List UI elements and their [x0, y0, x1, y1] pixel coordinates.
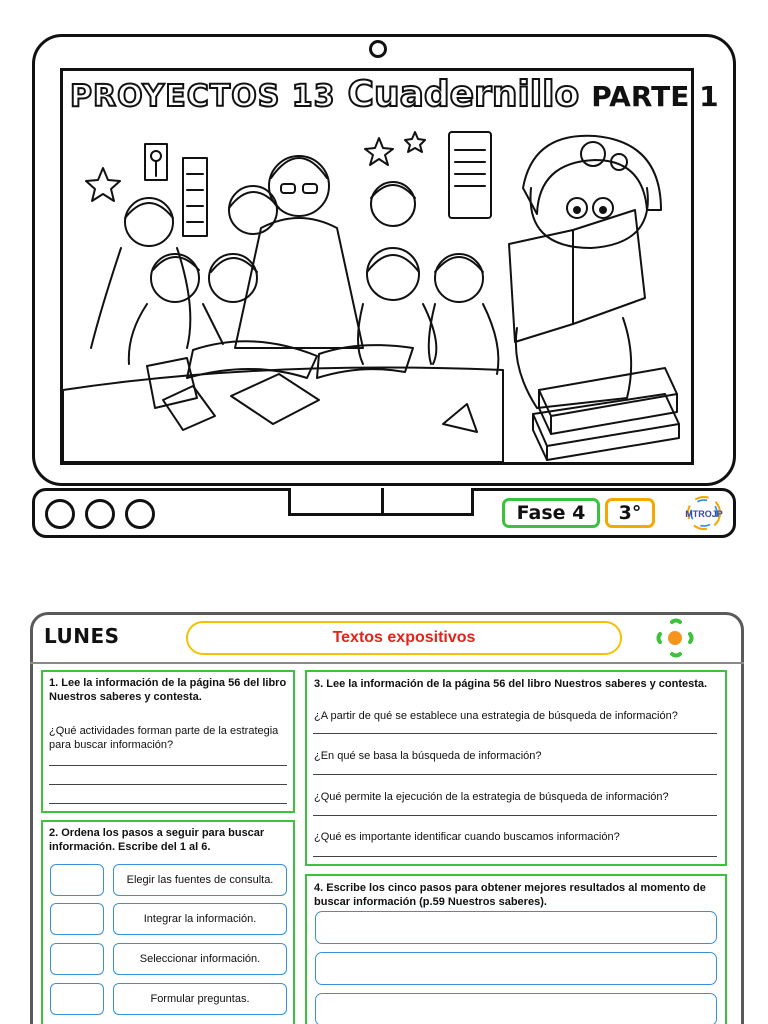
answer-line[interactable]	[313, 815, 717, 816]
answer-box[interactable]	[315, 911, 717, 944]
question-3-item: ¿En qué se basa la búsqueda de información?	[314, 750, 542, 762]
answer-line[interactable]	[313, 733, 717, 734]
step-item: Integrar la información.	[113, 903, 287, 935]
answer-line[interactable]	[313, 856, 717, 857]
question-3-box	[305, 670, 727, 866]
answer-line[interactable]	[49, 784, 287, 785]
answer-box[interactable]	[315, 993, 717, 1024]
cover-title-script: Cuadernillo	[347, 74, 580, 115]
step-number-box[interactable]	[50, 864, 104, 896]
question-3-item: ¿Qué es importante identificar cuando buscamos información?	[314, 831, 620, 843]
classroom-illustration	[63, 128, 691, 462]
tablet-home-button	[288, 488, 474, 516]
question-1-title: 1. Lee la información de la página 56 del libro Nuestros saberes y contesta.	[49, 677, 287, 703]
question-3-title: 3. Lee la información de la página 56 del libro Nuestros saberes y contesta.	[314, 678, 708, 690]
step-item: Seleccionar información.	[113, 943, 287, 975]
mtrojp-logo	[672, 494, 736, 532]
step-item: Formular preguntas.	[113, 983, 287, 1015]
step-number-box[interactable]	[50, 903, 104, 935]
cover-title-main: PROYECTOS 13	[70, 79, 336, 114]
cover-title	[70, 74, 719, 124]
step-item: Elegir las fuentes de consulta.	[113, 864, 287, 896]
answer-line[interactable]	[313, 774, 717, 775]
grade-badge: 3°	[605, 498, 655, 528]
logo-text: MTROJP	[685, 509, 723, 519]
tablet-camera-icon	[369, 40, 387, 58]
step-number-box[interactable]	[50, 983, 104, 1015]
question-3-item: ¿Qué permite la ejecución de la estrategia de búsqueda de información?	[314, 791, 669, 803]
circle-icon	[45, 499, 75, 529]
question-3-item: ¿A partir de qué se establece una estrategia de búsqueda de información?	[314, 710, 678, 722]
step-number-box[interactable]	[50, 943, 104, 975]
question-2-title: 2. Ordena los pasos a seguir para buscar información. Escribe del 1 al 6.	[49, 827, 265, 853]
question-1-prompt: ¿Qué actividades forman parte de la estrategia para buscar información?	[49, 725, 279, 751]
answer-line[interactable]	[49, 765, 287, 766]
cover-title-part: PARTE 1	[591, 80, 719, 113]
cycle-logo-icon	[652, 614, 698, 660]
circle-icon	[85, 499, 115, 529]
answer-line[interactable]	[49, 803, 287, 804]
phase-badge: Fase 4	[502, 498, 600, 528]
question-4-title: 4. Escribe los cinco pasos para obtener mejores resultados al momento de buscar información (p.59 Nuestros saberes).	[314, 882, 706, 908]
header-divider	[30, 662, 744, 664]
answer-box[interactable]	[315, 952, 717, 985]
question-1-box	[41, 670, 295, 813]
day-label: LUNES	[44, 624, 120, 648]
circle-icon	[125, 499, 155, 529]
topic-title: Textos expositivos	[186, 621, 622, 655]
